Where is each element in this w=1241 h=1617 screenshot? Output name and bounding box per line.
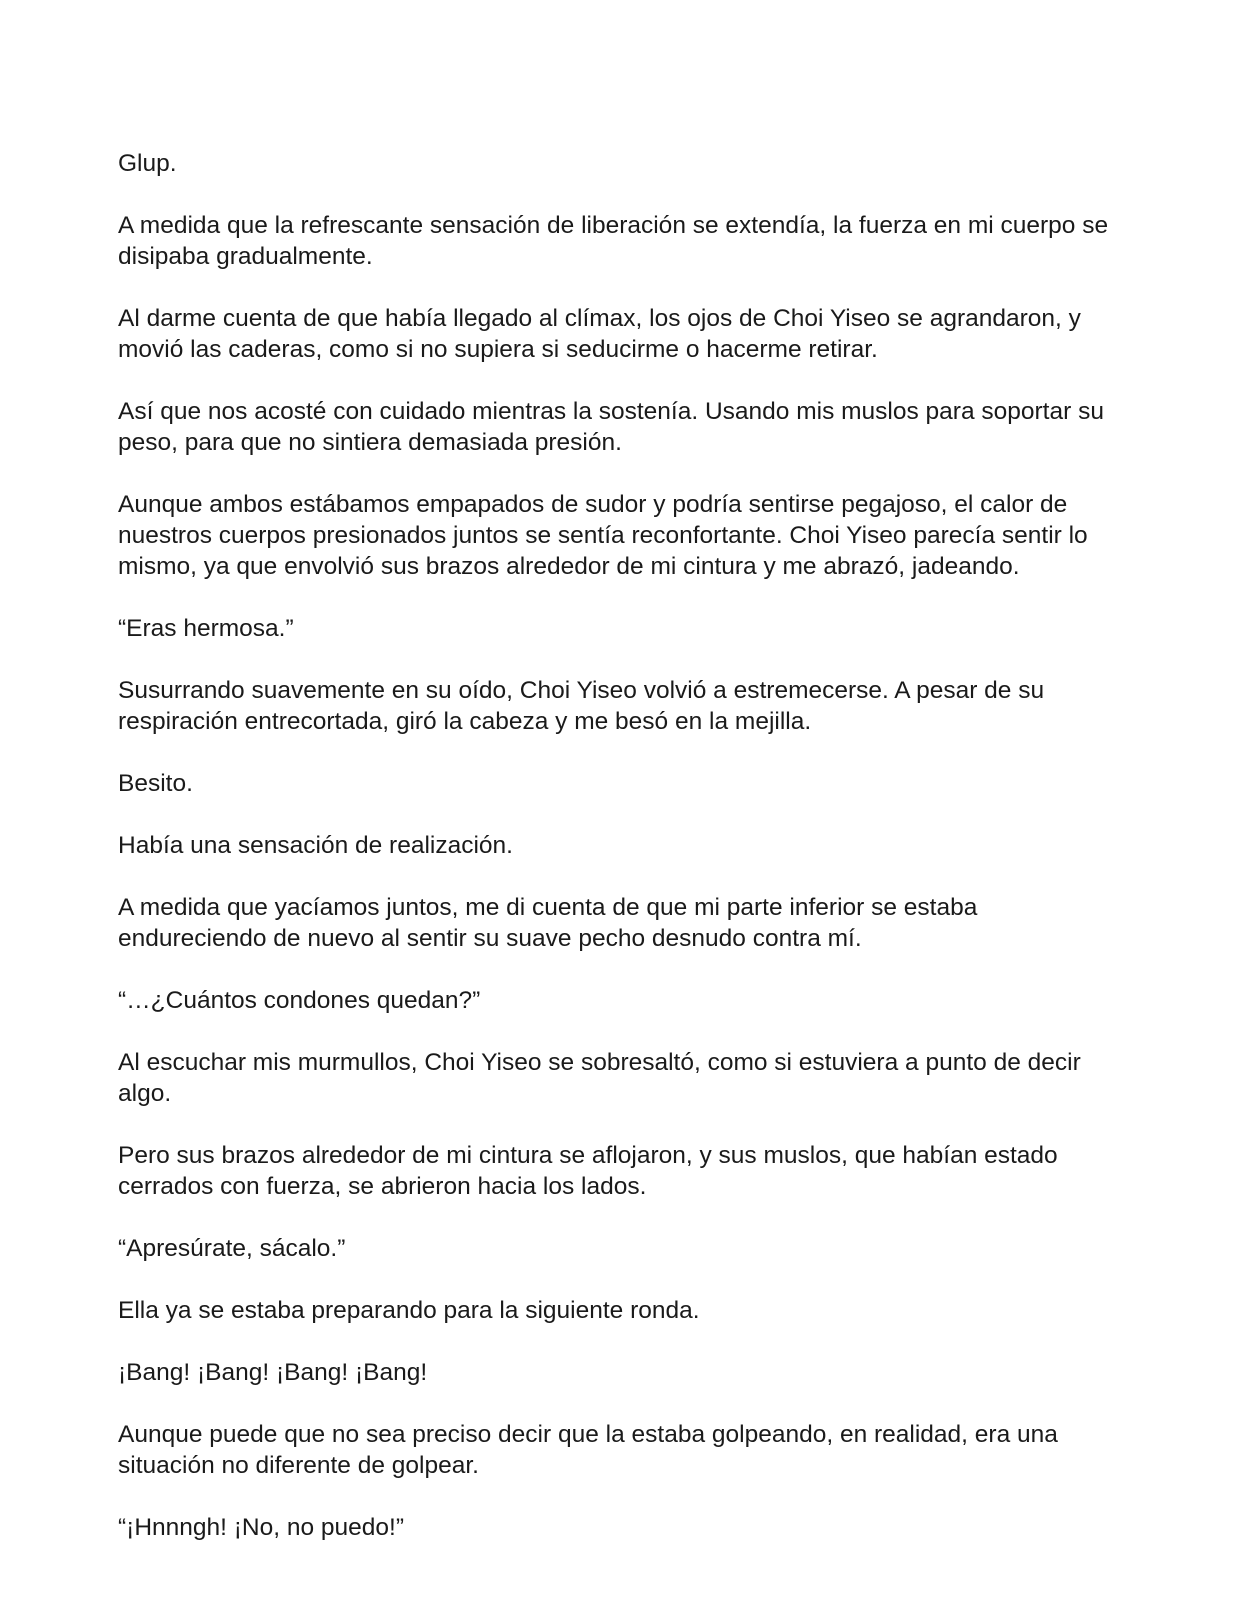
paragraph: Ella ya se estaba preparando para la siguiente ronda. xyxy=(118,1297,700,1324)
paragraph: Pero sus brazos alrededor de mi cintura se aflojaron, y sus muslos, que habían estado cerrados con fuerza, se abrieron hacia los lados. xyxy=(118,1142,1058,1200)
paragraph: ¡Bang! ¡Bang! ¡Bang! ¡Bang! xyxy=(118,1359,428,1386)
paragraph: Aunque ambos estábamos empapados de sudor y podría sentirse pegajoso, el calor de nuestros cuerpos presionados juntos se sentía reconfortante. Choi Yiseo parecía sentir lo mismo, ya que envolvió sus brazos alrededor de mi cintura y me abrazó, jadeando. xyxy=(118,491,1088,580)
paragraph: A medida que yacíamos juntos, me di cuenta de que mi parte inferior se estaba endureciendo de nuevo al sentir su suave pecho desnudo contra mí. xyxy=(118,894,978,952)
paragraph: Al darme cuenta de que había llegado al clímax, los ojos de Choi Yiseo se agrandaron, y movió las caderas, como si no supiera si seducirme o hacerme retirar. xyxy=(118,305,1081,363)
paragraph: “…¿Cuántos condones quedan?” xyxy=(118,987,481,1014)
paragraph: “Apresúrate, sácalo.” xyxy=(118,1235,346,1262)
paragraph: Había una sensación de realización. xyxy=(118,832,513,859)
document-body xyxy=(118,148,1128,1574)
paragraph: Glup. xyxy=(118,150,177,177)
paragraph: A medida que la refrescante sensación de liberación se extendía, la fuerza en mi cuerpo se disipaba gradualmente. xyxy=(118,212,1109,270)
paragraph: Besito. xyxy=(118,770,193,797)
paragraph: “Eras hermosa.” xyxy=(118,615,294,642)
paragraph: “¡Hnnngh! ¡No, no puedo!” xyxy=(118,1514,404,1541)
paragraph: Aunque puede que no sea preciso decir que la estaba golpeando, en realidad, era una situación no diferente de golpear. xyxy=(118,1421,1058,1479)
paragraph: Susurrando suavemente en su oído, Choi Yiseo volvió a estremecerse. A pesar de su respiración entrecortada, giró la cabeza y me besó en la mejilla. xyxy=(118,677,1045,735)
paragraph: Al escuchar mis murmullos, Choi Yiseo se sobresaltó, como si estuviera a punto de decir algo. xyxy=(118,1049,1081,1107)
paragraph: Así que nos acosté con cuidado mientras la sostenía. Usando mis muslos para soportar su peso, para que no sintiera demasiada presión. xyxy=(118,398,1104,456)
